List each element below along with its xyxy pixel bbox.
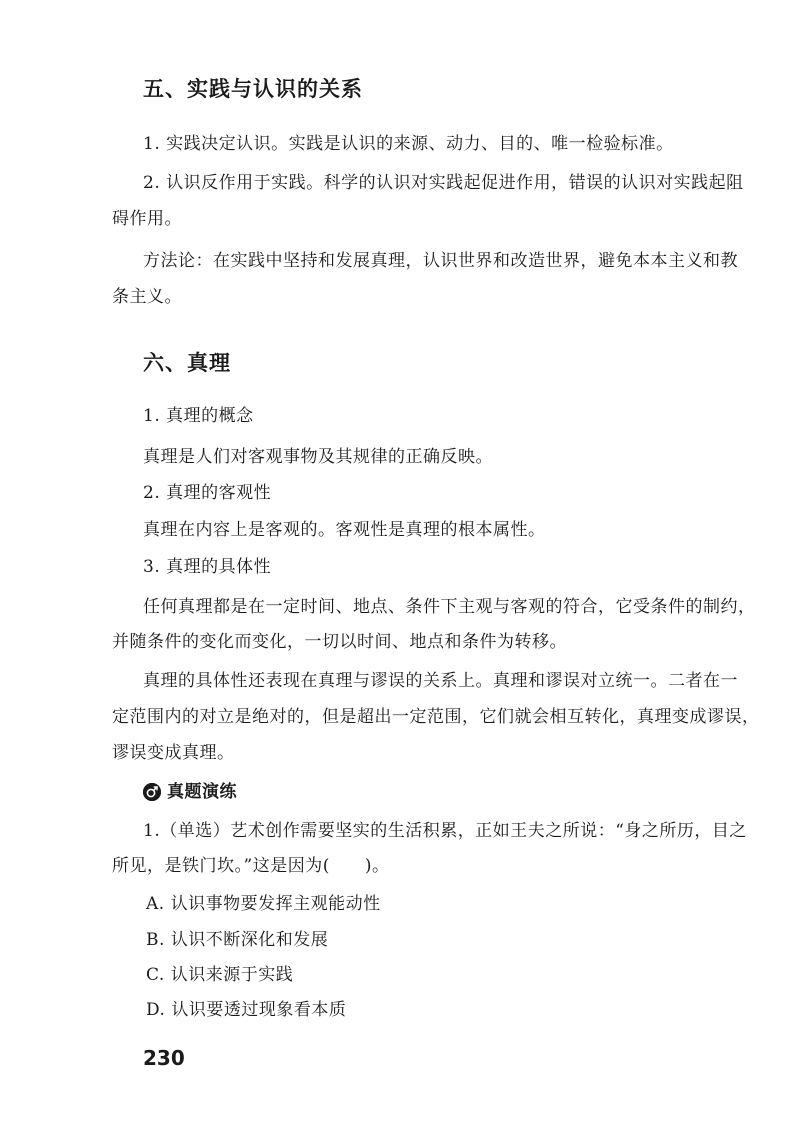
section-5-point-2-line-2: 碍作用。 xyxy=(112,209,182,229)
truth-concept-heading: 1. 真理的概念 xyxy=(143,406,254,426)
truth-concept-text: 真理是人们对客观事物及其规律的正确反映。 xyxy=(143,447,493,467)
truth-concreteness-p2-line-1: 真理的具体性还表现在真理与谬误的关系上。真理和谬误对立统一。二者在一 xyxy=(143,671,738,691)
truth-objectivity-text: 真理在内容上是客观的。客观性是真理的根本属性。 xyxy=(143,520,546,540)
practice-icon xyxy=(143,783,161,801)
truth-concreteness-p1-line-2: 并随条件的变化而变化，一切以时间、地点和条件为转移。 xyxy=(112,632,567,652)
section-6-title: 六、真理 xyxy=(143,351,231,375)
page-number: 230 xyxy=(143,1046,185,1070)
section-5-methodology-line-1: 方法论：在实践中坚持和发展真理，认识世界和改造世界，避免本本主义和教 xyxy=(143,251,738,271)
question-line-1: 1.（单选）艺术创作需要坚实的生活积累，正如王夫之所说：“身之所历，目之 xyxy=(143,821,747,841)
option-a: A. 认识事物要发挥主观能动性 xyxy=(146,894,381,914)
section-5-point-1: 1. 实践决定认识。实践是认识的来源、动力、目的、唯一检验标准。 xyxy=(143,134,674,154)
truth-concreteness-p2-line-2: 定范围内的对立是绝对的，但是超出一定范围，它们就会相互转化，真理变成谬误， xyxy=(112,707,760,727)
option-c: C. 认识来源于实践 xyxy=(146,965,294,985)
option-d: D. 认识要透过现象看本质 xyxy=(146,1000,347,1020)
section-5-point-2-line-1: 2. 认识反作用于实践。科学的认识对实践起促进作用，错误的认识对实践起阻 xyxy=(143,173,744,193)
section-5-methodology-line-2: 条主义。 xyxy=(112,287,182,307)
truth-concreteness-p2-line-3: 谬误变成真理。 xyxy=(112,743,235,763)
practice-title: 真题演练 xyxy=(167,782,237,802)
question-line-2: 所见，是铁门坎。”这是因为( )。 xyxy=(112,856,390,876)
truth-objectivity-heading: 2. 真理的客观性 xyxy=(143,483,272,503)
option-b: B. 认识不断深化和发展 xyxy=(146,930,329,950)
truth-concreteness-heading: 3. 真理的具体性 xyxy=(143,557,272,577)
truth-concreteness-p1-line-1: 任何真理都是在一定时间、地点、条件下主观与客观的符合，它受条件的制约， xyxy=(143,597,756,617)
section-5-title: 五、实践与认识的关系 xyxy=(143,77,363,101)
